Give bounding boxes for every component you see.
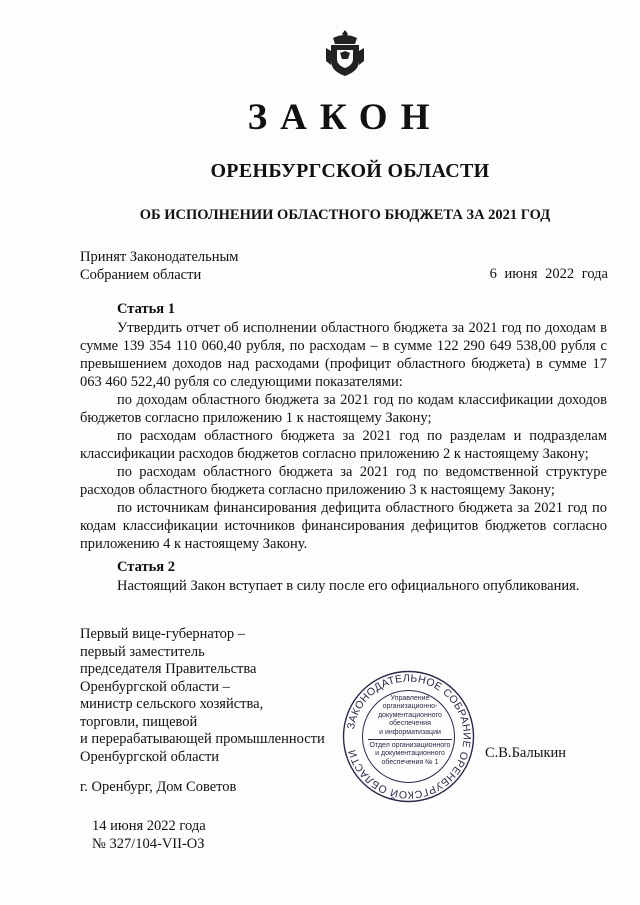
signer-position-line: Оренбургской области: [80, 748, 220, 765]
signer-position-line: и перерабатывающей промышленности: [80, 731, 325, 747]
paragraph: Настоящий Закон вступает в силу после его официального опубликования.: [117, 578, 580, 594]
stamp-line: обеспечения № 1: [381, 758, 439, 766]
stamp-ring-text: ЗАКОНОДАТЕЛЬНОЕ СОБРАНИЕ ОРЕНБУРГСКОЙ ОБЛАСТИ: [344, 672, 473, 801]
adoption-line: Принят Законодательным: [80, 249, 239, 265]
signer-position-line: первый заместитель: [80, 643, 205, 660]
article-2-title: Статья 2: [117, 559, 175, 575]
stamp-divider: [368, 739, 452, 740]
stamp-line: обеспечения: [389, 720, 431, 728]
law-date: 14 июня 2022 года: [92, 818, 206, 834]
stamp-line: Управление: [390, 695, 430, 702]
signer-position-line: министр сельского хозяйства,: [80, 696, 264, 712]
signer-position-line: Первый вице-губернатор –: [80, 626, 245, 642]
stamp-line: и документационного: [375, 750, 445, 758]
paragraph: по доходам областного бюджета за 2021 год по кодам классификации доходов бюджетов согласно приложению 1 к настоящему Закону;: [80, 392, 607, 426]
article-1-body: [80, 319, 607, 553]
signer-position-line: торговли, пищевой: [80, 713, 198, 730]
law-date-number: [92, 817, 206, 853]
article-1-title: Статья 1: [117, 301, 175, 317]
article-2-body: [80, 577, 607, 595]
stamp-line: Отдел организационного: [369, 742, 451, 750]
region-title: ОРЕНБУРГСКОЙ ОБЛАСТИ: [210, 160, 490, 182]
signing-place: г. Оренбург, Дом Советов: [80, 779, 237, 795]
adoption-info: [80, 248, 238, 284]
signer-position: [80, 626, 325, 766]
adoption-date: 6 июня 2022 года: [489, 266, 608, 282]
law-number: № 327/104-VII-ОЗ: [92, 836, 205, 852]
paragraph: Утвердить отчет об исполнении областного бюджета за 2021 год по доходам в сумме 139 354 110 060,40 рубля, по расходам – в сумме 122 290 649 538,00 рубля с превышением доходов над расходами (профицит областного бюджета) в сумме 17 063 460 522,40 рубля со следующими показателями:: [80, 320, 607, 390]
signer-position-line: председателя Правительства: [80, 661, 257, 677]
law-title: ОБ ИСПОЛНЕНИИ ОБЛАСТНОГО БЮДЖЕТА ЗА 2021 ГОД: [139, 207, 551, 223]
signer-position-line: Оренбургской области –: [80, 678, 230, 695]
paragraph: по расходам областного бюджета за 2021 год по разделам и подразделам классификации расходов бюджетов согласно приложению 2 к настоящему Закону;: [80, 428, 607, 462]
stamp-line: организационно-: [382, 703, 438, 711]
paragraph: по расходам областного бюджета за 2021 год по ведомственной структуре расходов областного бюджета согласно приложению 3 к настоящему Закону;: [80, 464, 607, 498]
signer-name: С.В.Балыкин: [485, 745, 567, 761]
paragraph: по источникам финансирования дефицита областного бюджета за 2021 год по кодам классификации источников финансирования дефицитов бюджетов согласно приложению 4 к настоящему Закону.: [80, 500, 607, 552]
stamp-line: документационного: [378, 711, 442, 719]
stamp-inner-text: [360, 695, 460, 777]
adoption-line: Собранием области: [80, 267, 202, 283]
document-type-title: ЗАКОН: [247, 97, 443, 138]
coat-of-arms-icon: [325, 28, 365, 78]
stamp-line: и информатизации: [379, 728, 441, 736]
